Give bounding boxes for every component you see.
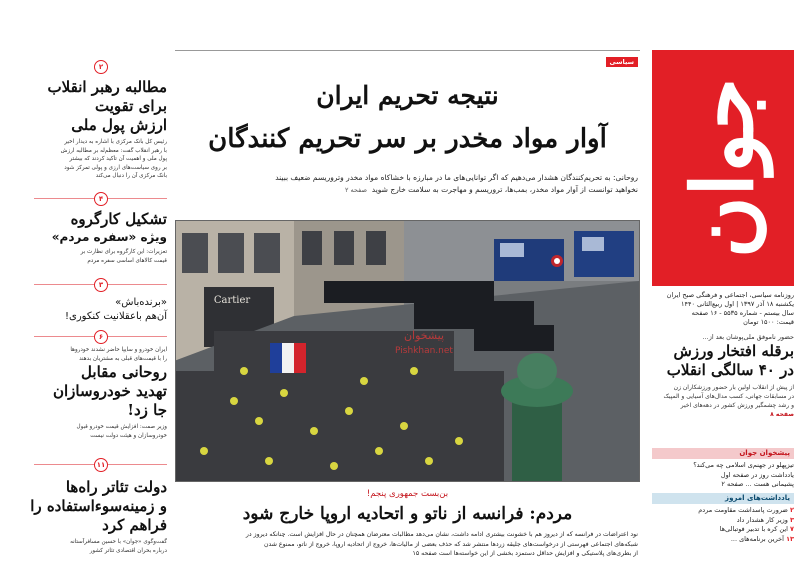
left-story-subhead: «برنده‌باش» xyxy=(115,297,167,308)
left-story-subhead: آن‌هم باعقلانیت کنکوری! xyxy=(65,311,167,322)
left-story[interactable] xyxy=(30,478,167,555)
notes-box[interactable] xyxy=(652,493,794,544)
left-story-body: درباره بحران اقتصادی تئاتر کشور xyxy=(89,547,167,554)
masthead-info xyxy=(652,291,794,327)
sports-headline-1: برقله افتخار ورزش xyxy=(673,342,794,360)
story-number: ۳ xyxy=(94,278,108,292)
left-column xyxy=(30,60,167,570)
sports-body-line: در مسابقات جهانی، کسب مدال‌های آسیایی و المپیک xyxy=(663,393,794,400)
notes-item[interactable] xyxy=(652,535,794,545)
pishkhan-line: یادداشت روز در صفحه اول xyxy=(720,470,794,479)
pishkhan-label: پیشخوان جوان xyxy=(652,448,794,459)
left-story-headline: مطالبه رهبر انقلاب xyxy=(47,78,167,96)
newspaper-name: جوان xyxy=(672,77,772,259)
story-number: ۱۱ xyxy=(94,458,108,472)
notes-item-text: وزیر کار هشدار داد xyxy=(736,515,788,524)
masthead-info-line: سال بیستم - شماره ۵۵۳۵ - ۱۶ صفحه xyxy=(691,309,794,317)
left-story-body: پول ملی و اهمیت آن تأکید کردند که بیشتر xyxy=(69,156,167,163)
lead-line-text: نخواهید توانست از آوار مواد مخدر، بمب‌ها، تروریسم و مهاجرت به سلامت خارج شوید xyxy=(371,185,638,194)
caption-kicker: بن‌بست جمهوری پنجم! xyxy=(366,489,449,499)
notes-item-text: ضرورت پاسداشت مقاومت مردم xyxy=(698,506,788,514)
notes-item[interactable] xyxy=(652,506,794,516)
sports-headline-2: در ۴۰ سالگی انقلاب xyxy=(666,361,794,379)
lead-line: روحانی: به تحریم‌کنندگان هشدار می‌دهیم که اگر توانایی‌های ما در مبارزه با خشاکاه مواد مخدر وتروریسم ضعیف ببیند xyxy=(275,173,638,182)
left-story-body: گفت‌وگوی «جوان» با حسین مسافرآستانه xyxy=(70,539,167,545)
watermark-fa: پیشخوان xyxy=(403,329,445,342)
pishkhan-box[interactable] xyxy=(652,448,794,490)
left-story-body: بر روی سیاست‌های ارزی و پولی تمرکز شود xyxy=(64,164,167,171)
left-story-headline: تهدید خودروسازان xyxy=(53,382,167,401)
notes-item-text: آخرین برنامه‌های ... xyxy=(730,534,784,543)
story-number: ۲ xyxy=(94,60,108,74)
left-story-body: رئیس کل بانک مرکزی با اشاره به دیدار اخیر xyxy=(64,139,167,145)
notes-item[interactable] xyxy=(652,525,794,535)
masthead-logo xyxy=(652,50,794,286)
left-story-headline: دولت تئاتر راه‌ها xyxy=(65,478,167,496)
pishkhan-line: پشیمانی هست ... صفحه ۲ xyxy=(721,480,794,488)
story-number: ۴ xyxy=(94,192,108,206)
left-story-headline: جا زد! xyxy=(127,401,167,420)
left-story-body: وزیر صمت: افزایش قیمت خودرو قبول xyxy=(76,424,167,431)
notes-item-text: این کره با تدبیر فوتبالی‌ها xyxy=(719,525,788,533)
pishkhan-line: تیزپهلو در جهنم‌ی اسلامی چه می‌کند؟ xyxy=(693,461,794,469)
left-story-subhead: ویژه «سفره مردم» xyxy=(51,230,167,244)
left-story-headline: تشکیل کارگروه xyxy=(70,210,167,228)
sports-body-line: از پیش از انقلاب اولین بار حضور ورزشکاران زن xyxy=(673,384,794,391)
sports-teaser[interactable] xyxy=(652,333,794,419)
sports-page-ref: صفحه ۸ xyxy=(770,411,794,418)
left-story[interactable] xyxy=(34,296,167,324)
left-story-headline: ارزش پول ملی xyxy=(71,116,167,134)
left-story-headline: روحانی مقابل xyxy=(81,363,167,382)
masthead-info-line: قیمت: ۱۵۰۰ تومان xyxy=(743,318,794,326)
lead-photo[interactable] xyxy=(175,220,640,482)
notes-item-num: ۱۳ xyxy=(786,534,794,543)
story-number: ۶ xyxy=(94,330,108,344)
left-story-headline: فراهم کرد xyxy=(102,516,167,534)
shop-sign: Cartier xyxy=(213,295,251,306)
notes-item-num: ۷ xyxy=(790,525,794,533)
left-story-body: قیمت کالاهای اساسی سفره مردم xyxy=(87,257,167,264)
sports-kicker: حضور ناموفق ملی‌پوشان بعد از... xyxy=(702,333,794,341)
section-badge: سیاسی xyxy=(606,57,638,67)
sports-body-line: و رشد چشمگیر ورزش کشور در دهه‌های اخیر xyxy=(680,402,794,409)
watermark-url: Pishkhan.net xyxy=(395,346,453,356)
notes-item-num: ۳ xyxy=(790,515,794,524)
protest-photo xyxy=(175,221,639,482)
french-flag xyxy=(270,343,306,373)
left-story-body: خودروسازان و هیئت دولت نیست xyxy=(90,432,167,439)
left-story-headline: و زمینه‌سوءاستفاده را xyxy=(30,497,167,515)
left-story[interactable] xyxy=(34,78,167,181)
left-story-body: با رهبر انقلاب گفت: معظم‌له بر مطالبه ارزش xyxy=(60,147,167,154)
left-story-body: ایران خودرو و سایپا حاضر نشدند خودروها xyxy=(70,347,167,353)
left-story-body: بانک مرکزی آن را دنبال می‌کند xyxy=(95,173,167,180)
lead-page-ref: صفحه ۲ xyxy=(344,186,367,194)
left-story-body: تعزیرات: این کارگروه برای نظارت بر xyxy=(80,249,167,255)
main-headline-kicker[interactable]: نتیجه تحریم ایران xyxy=(316,81,499,110)
main-headline[interactable]: آوار مواد مخدر بر سر تحریم کنندگان xyxy=(208,124,607,154)
caption-line: نود اعتراضات در فرانسه که از دیروز هم با خشونت بیشتری ادامه داشت، نشان می‌دهد مطالبات معترضان همچنان در حال افزایش است. چنانکه دیروز در xyxy=(245,531,638,538)
notes-item-num: ۲ xyxy=(790,506,794,514)
left-story-headline: برای تقویت xyxy=(95,97,167,115)
lead-line xyxy=(180,184,638,196)
masthead-info-line: روزنامه سیاسی، اجتماعی و فرهنگی صبح ایران xyxy=(666,291,794,299)
left-story[interactable] xyxy=(34,210,167,265)
caption-line: شبکه‌های اجتماعی فهرستی از درخواست‌های جلیقه زردها منتشر شد که حذف بعضی از مالیات‌ها، خروج از اتحادیه اروپا، خروج از ناتو، ممنوع شدن xyxy=(263,540,638,548)
left-story[interactable] xyxy=(34,346,167,440)
section-bar xyxy=(175,50,640,72)
notes-label: یادداشت‌های امروز xyxy=(652,493,794,504)
caption-body xyxy=(180,530,638,559)
lead-paragraph xyxy=(180,172,638,196)
left-story-body: را با قیمت‌های قبلی به مشتریان بدهند xyxy=(79,355,167,362)
masthead-info-line: یکشنبه ۱۸ آذر ۱۳۹۷ | اول ربیع‌الثانی ۱۴۴۰ xyxy=(680,300,794,308)
notes-item[interactable] xyxy=(652,516,794,526)
caption-headline[interactable]: مردم: فرانسه از ناتو و اتحادیه اروپا خارج شود xyxy=(242,504,573,524)
caption-line: از بطری‌های پلاستیکی و افزایش حداقل دستمزد بخشی از این خواسته‌ها است صفحه ۱۵ xyxy=(412,550,638,557)
